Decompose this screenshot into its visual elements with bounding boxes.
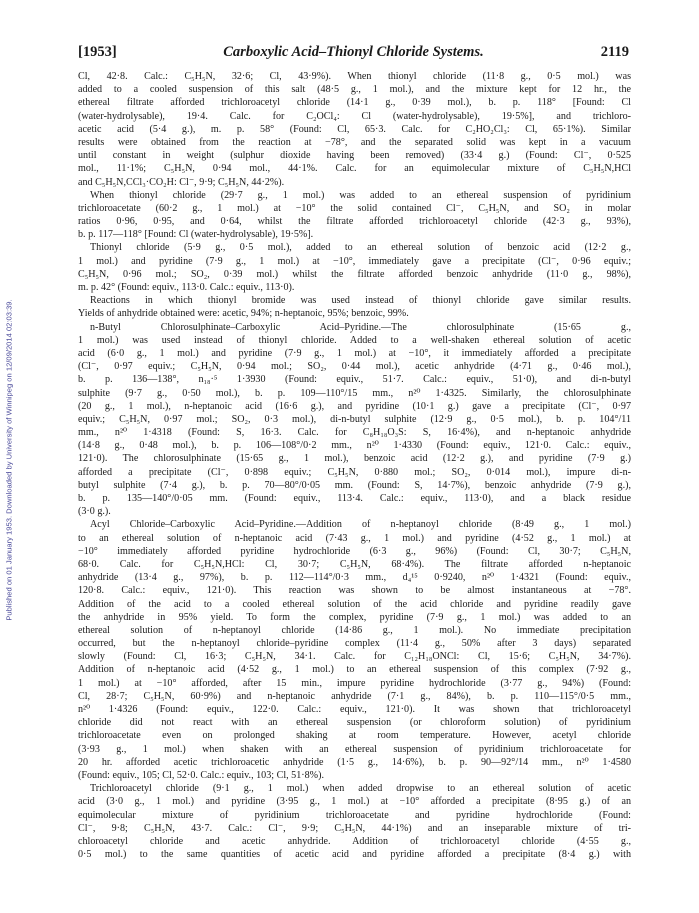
text-line: acetic acid (5·4 g.), m. p. 58° (Found: Cl, 65·3. Calc. for C₂HO₂Cl₃: Cl, 65·1%). Similar (78, 123, 631, 135)
text-line: trichloroacetate (60·2 g., 1 mol.) at −10° the solid contained Cl⁻, C₅H₅N, and SO₂ in molar (78, 202, 631, 214)
text-line: to an ethereal solution of n-heptanoic acid (7·43 g., 1 mol.) and pyridine (4·52 g., 1 mol.) at (78, 532, 631, 544)
text-line: ethereal solution of n-heptanoyl chloride (14·86 g., 1 mol.). No immediate precipitation (78, 624, 631, 636)
text-line: b. p. 135—140°/0·05 mm. (Found: equiv., 113·4. Calc.: equiv., 113·0), and a black residue (78, 493, 631, 504)
text-line: Yields of anhydride obtained were: acetic, 94%; n-heptanoic, 95%; benzoic, 99%. (78, 308, 409, 320)
text-line: afforded a precipitate (Cl⁻, 0·898 equiv.; C₅H₅N, 0·880 mol.; SO₂, 0·014 mol.), impure di-n- (78, 466, 631, 478)
text-line: (Cl⁻, 0·97 equiv.; C₅H₅N, 0·94 mol.; SO₂, 0·44 mol.), acetic anhydride (4·71 g., 0·46 mol.), (78, 361, 631, 373)
text-line: 68·0. Calc. for C₅H₅N,HCl: Cl, 30·7; C₅H₅N, 68·4%). The filtrate afforded n-heptanoic (78, 558, 631, 570)
text-line: trichloroacetate even on prolonged shaking at room temperature. However, acetyl chloride (78, 730, 631, 742)
header-title: Carboxylic Acid–Thionyl Chloride Systems. (223, 44, 484, 60)
text-line: butyl sulphite (7·4 g.), b. p. 70—80°/0·05 mm. (Found: S, 14·7%), benzoic anhydride (7·9 g.), (78, 479, 631, 491)
text-line: 121·0). The chlorosulphinate (15·65 g., 1 mol.), benzoic acid (12·2 g.), and pyridine (7·9 g.) (78, 453, 631, 465)
text-line: When thionyl chloride (29·7 g., 1 mol.) was added to an ethereal suspension of pyridinium (90, 189, 631, 201)
text-line: (14·8 g., 0·48 mol.), b. p. 106—108°/0·2 mm., n²⁰ 1·4330 (Found: equiv., 121·0. Calc.: equiv., (78, 440, 631, 452)
text-line: chloroacetyl chloride and acetic anhydride. Addition of trichloroacetyl chloride (4·55 g., (78, 835, 631, 847)
header-year: [1953] (78, 44, 117, 60)
page-number: 2119 (600, 44, 629, 60)
text-line: 1 mol.) at −10° afforded, after 15 min., impure pyridine hydrochloride (3·77 g., 94%) (Found: (78, 677, 631, 689)
text-line: Thionyl chloride (5·9 g., 0·5 mol.), added to an ethereal solution of benzoic acid (12·2 g., (90, 242, 631, 254)
text-line: 1 mol.) was used instead of thionyl chloride. Added to a well-shaken ethereal solution of acetic (78, 334, 631, 346)
text-line: results were obtained from the reaction at −78°, and the separated solid was kept in a vacuum (78, 136, 631, 148)
article-body (78, 70, 631, 861)
text-line: equiv.; C₅H₅N, 0·97 mol.; SO₂, 0·3 mol.), di-n-butyl sulphite (12·9 g., 0·5 mol.), b. p. 104°/11 (78, 413, 631, 425)
text-line: (3·0 g.). (78, 506, 111, 518)
text-line: 20 hr. afforded acetic trichloroacetic anhydride (1·5 g., 14·6%), b. p. 90—92°/14 mm., n²⁰ 1·4580 (78, 756, 631, 768)
download-notice (2, 150, 16, 770)
text-line: the anhydride in 95% yield. To form the complex, pyridine (7·9 g., 1 mol.) was added to an (78, 611, 631, 623)
download-notice-text: Published on 01 January 1953. Downloaded by University of Winnipeg on 12/09/2014 02:03:39. (4, 299, 14, 621)
text-line: acid (3·0 g., 1 mol.) and pyridine (3·95 g., 1 mol.) at −10° afforded a precipitate (8·95 g.) of an (78, 796, 631, 808)
text-line: added to a cooled suspension of this salt (48·5 g., 1 mol.), and the mixture kept for 12 hr., the (78, 84, 631, 96)
text-line: m. p. 42° (Found: equiv., 113·0. Calc.: equiv., 113·0). (78, 282, 295, 293)
text-line: anhydride (13·4 g., 97%), b. p. 112—114°/0·3 mm., d₄¹⁵ 0·9240, n²⁰ 1·4321 (Found: equiv., (78, 572, 631, 584)
text-line: −10° immediately afforded pyridine hydrochloride (6·3 g., 96%) (Found: Cl, 30·7; C₅H₅N, (78, 545, 631, 557)
text-line: (20 g., 1 mol.), n-heptanoic acid (16·6 g.), and pyridine (10·1 g.) gave a precipitate (Cl⁻, 0·97 (78, 400, 631, 412)
text-line: mol., 11·1%; C₅H₅N, 0·94 mol., 44·1%. Calc. for an equimolecular mixture of C₅H₅N,HCl (78, 163, 631, 175)
text-line: b. p. 136—138°, n₁₈·⁵ 1·3930 (Found: equiv., 51·7. Calc.: equiv., 51·0), and di-n-butyl (78, 374, 631, 386)
running-header (78, 44, 629, 66)
text-line: occurred, but the n-heptanoyl chloride–pyridine complex (11·4 g., 50% after 3 days) separated (78, 638, 631, 650)
text-line: (water-hydrolysable), 19·4. Calc. for C₂OCl₄: Cl (water-hydrolysable), 19·5%], and trichloro- (78, 110, 631, 122)
text-line: slowly (Found: Cl, 16·3; C₅H₅N, 34·1. Calc. for C₁₂H₁₈ONCl: Cl, 15·6; C₅H₅N, 34·7%). (78, 651, 631, 663)
text-line: mm., n²⁰ 1·4318 (Found: S, 16·3. Calc. for C₈H₁₈O₃S: S, 16·4%), and n-heptanoic anhydride (78, 427, 631, 439)
text-line: and C₅H₅N,CCl₃·CO₂H: Cl⁻, 9·9; C₅H₅N, 44·2%). (78, 176, 285, 188)
text-line: n-Butyl Chlorosulphinate–Carboxylic Acid–Pyridine.—The chlorosulphinate (15·65 g., (90, 321, 631, 333)
text-line: Addition of the acid to a cooled ethereal solution of the acid chloride and pyridine readily gave (78, 598, 631, 610)
text-line: equimolecular mixture of pyridinium trichloroacetate and pyridine hydrochloride (Found: (78, 809, 631, 821)
text-line: C₅H₅N, 0·96 mol.; SO₂, 0·39 mol.) whilst the filtrate afforded benzoic anhydride (11·0 g., 98%), (78, 268, 631, 280)
text-line: Cl⁻, 9·8; C₅H₅N, 43·7. Calc.: Cl⁻, 9·9; C₅H₅N, 44·1%) and an inseparable mixture of tri- (78, 822, 631, 834)
text-line: acid (6·0 g., 1 mol.) and pyridine (7·9 g., 1 mol.) at −10°, it immediately afforded a precipitate (78, 347, 631, 359)
text-line: n²⁰ 1·4326 (Found: equiv., 122·0. Calc.: equiv., 121·0). It was shown that trichloroacetyl (78, 704, 631, 715)
text-line: until constant in weight (sulphur dioxide having been removed) (33·4 g.) (Found: Cl⁻, 0·525 (78, 150, 631, 162)
text-line: Trichloroacetyl chloride (9·1 g., 1 mol.) when added dropwise to an ethereal solution of acetic (90, 783, 631, 795)
text-line: 1 mol.) and pyridine (7·9 g., 1 mol.) at −10°, immediately gave a precipitate (Cl⁻, 0·96 equiv.; (78, 255, 631, 267)
text-line: sulphite (9·7 g., 0·50 mol.), b. p. 109—110°/15 mm., n²⁰ 1·4325. Similarly, the chlorosulphinate (78, 387, 631, 399)
text-line: 0·5 mol.) to the same quantities of acetic acid and pyridine afforded a precipitate (8·4 g.) with (78, 849, 631, 861)
text-line: Cl, 42·8. Calc.: C₅H₅N, 32·6; Cl, 43·9%). When thionyl chloride (11·8 g., 0·5 mol.) was (78, 71, 631, 82)
text-line: (Found: equiv., 105; Cl, 52·0. Calc.: equiv., 103; Cl, 51·8%). (78, 769, 324, 781)
text-line: (3·93 g., 1 mol.) when shaken with an ethereal suspension of pyridinium trichloroacetate for (78, 743, 631, 755)
text-line: b. p. 117—118° [Found: Cl (water-hydrolysable), 19·5%]. (78, 229, 314, 241)
text-line: Reactions in which thionyl bromide was used instead of thionyl chloride gave similar results. (90, 295, 631, 307)
text-line: Acyl Chloride–Carboxylic Acid–Pyridine.—Addition of n-heptanoyl chloride (8·49 g., 1 mol.) (90, 519, 631, 531)
text-line: ethereal filtrate afforded trichloroacetyl chloride (14·1 g., 0·39 mol.), b. p. 118° [Found: Cl (78, 97, 631, 109)
text-line: chloride did not react with an ethereal suspension (or chloroform solution) of pyridinium (78, 717, 631, 729)
text-line: Addition of n-heptanoic acid (4·52 g., 1 mol.) to an ethereal suspension of this complex (7·92 g., (78, 664, 631, 676)
text-line: Cl, 28·7; C₅H₅N, 60·9%) and n-heptanoic anhydride (7·1 g., 84%), b. p. 110—115°/0·5 mm., (78, 690, 631, 702)
text-line: ratios 0·96, 0·95, and 0·64, whilst the filtrate afforded trichloroacetyl chloride (42·3 g., 93%), (78, 216, 631, 228)
text-line: 120·8. Calc.: equiv., 121·0). This reaction was shown to be almost instantaneous at −78°. (78, 585, 631, 597)
